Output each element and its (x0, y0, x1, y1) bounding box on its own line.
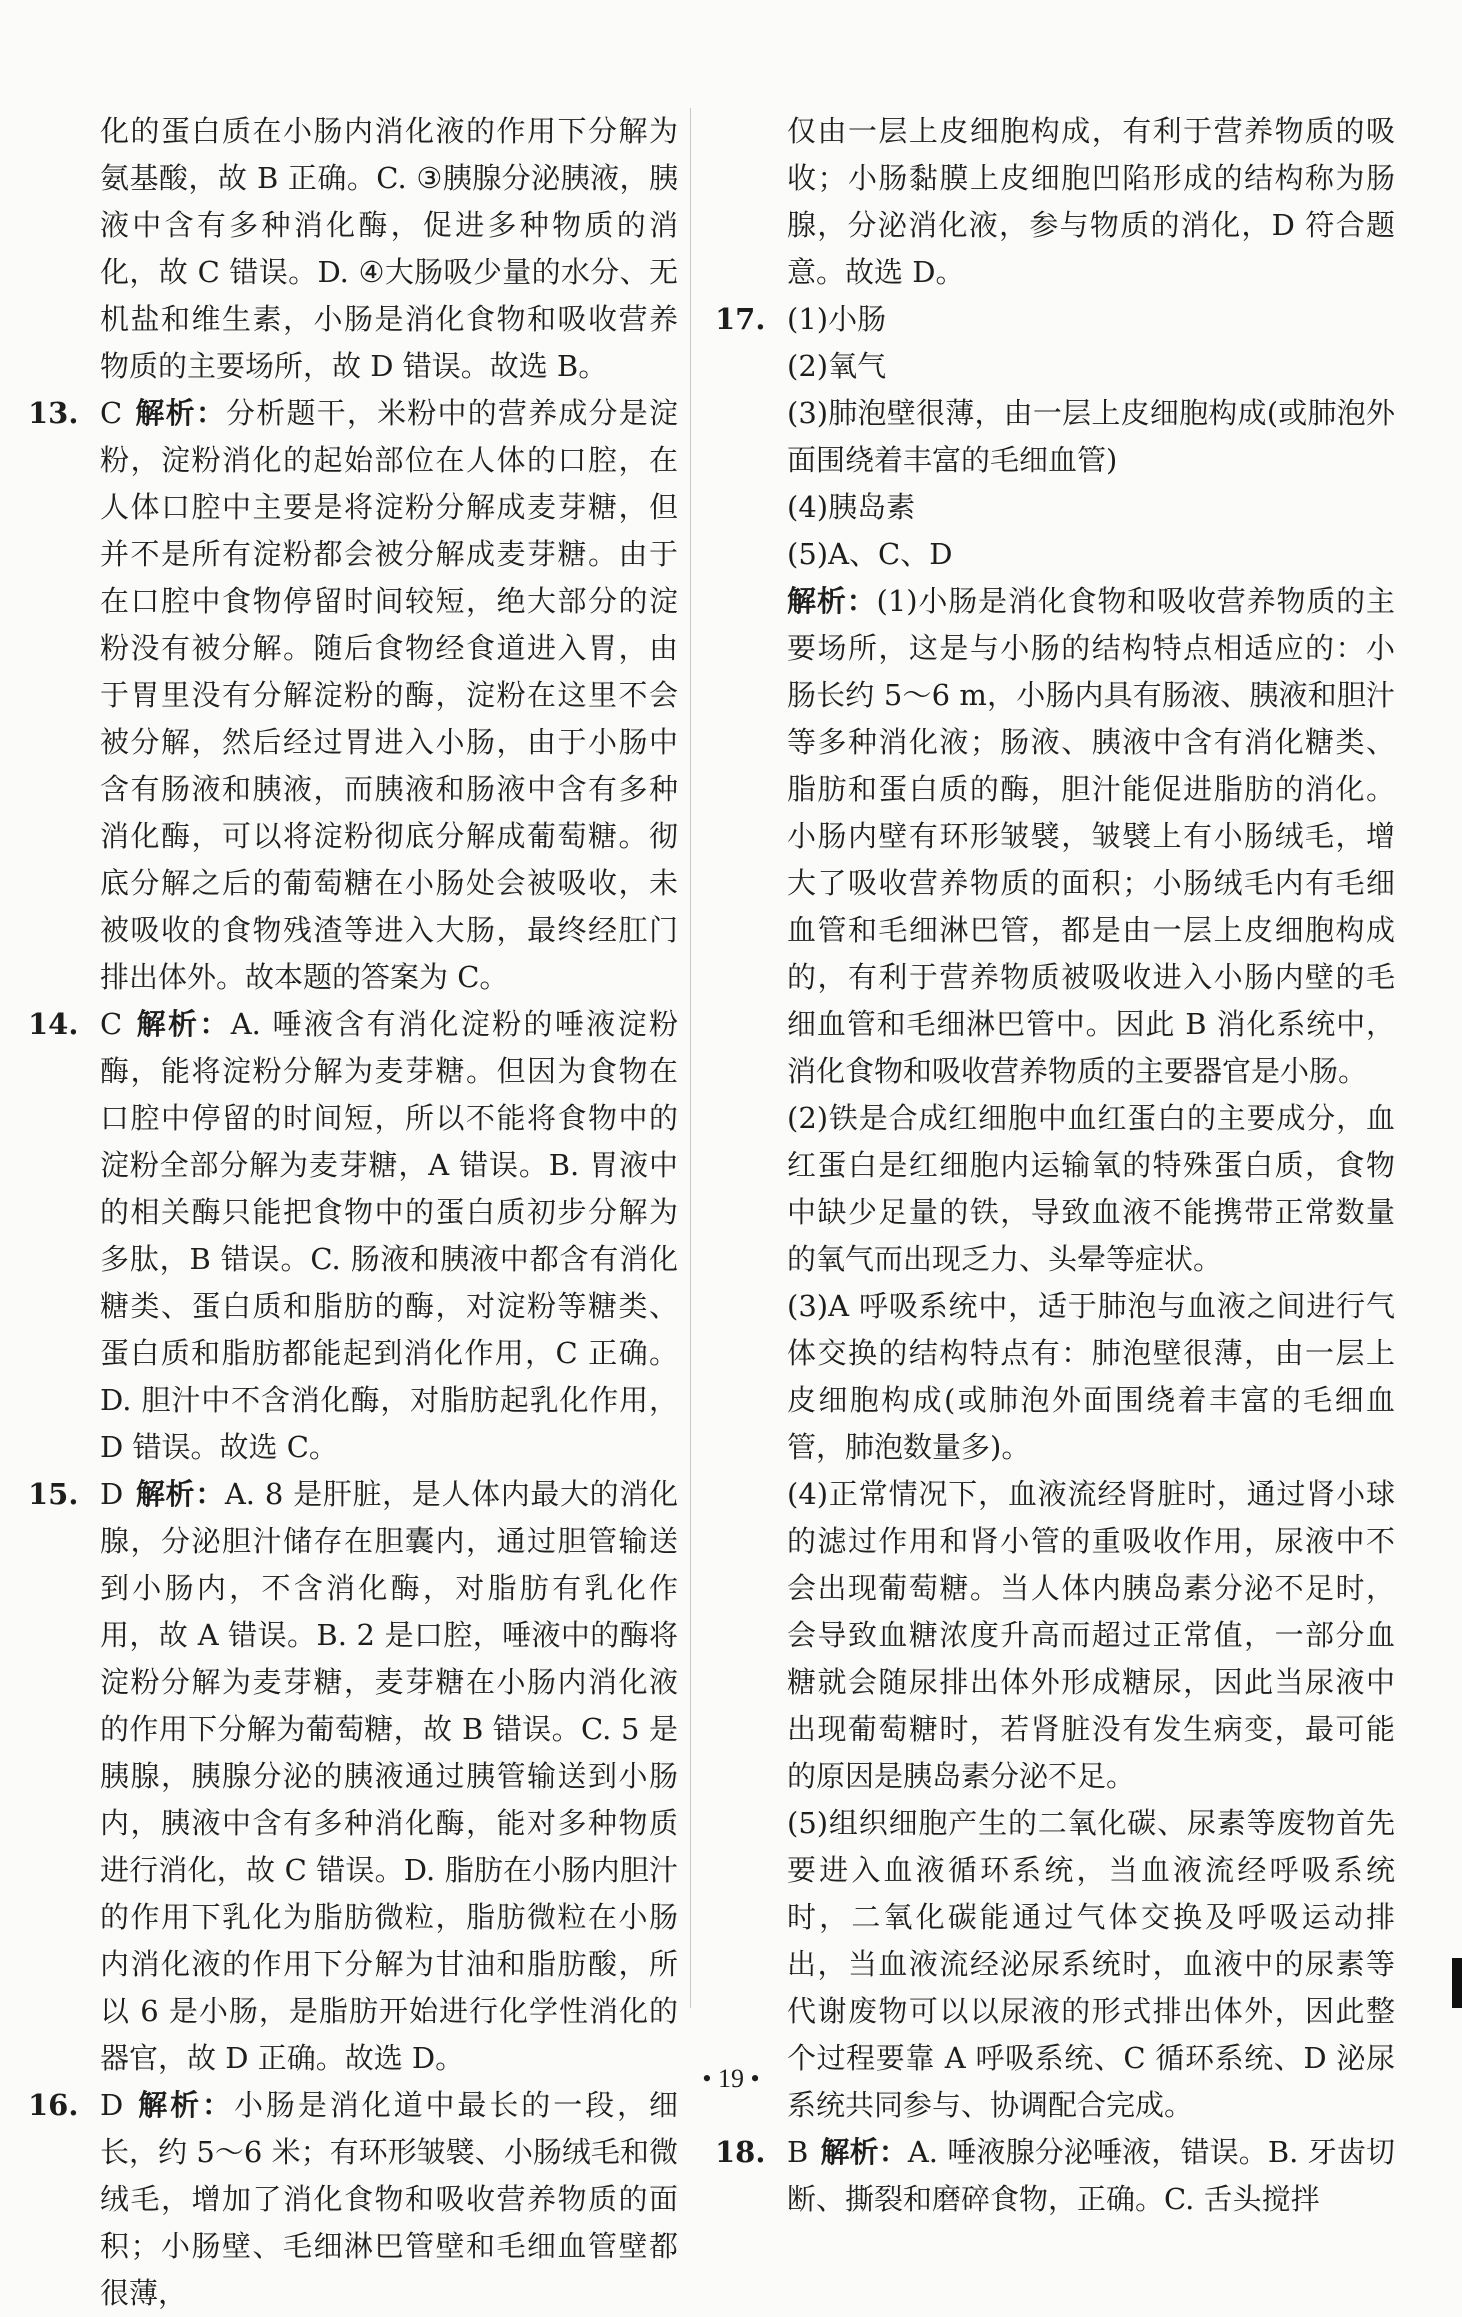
question-16 (28, 2082, 678, 2317)
analysis-text: 分析题干，米粉中的营养成分是淀粉，淀粉消化的起始部位在人体的口腔，在人体口腔中主要是将淀粉分解成麦芽糖，但并不是所有淀粉都会被分解成麦芽糖。由于在口腔中食物停留时间较短，绝大部分的淀粉没有被分解。随后食物经食道进入胃，由于胃里没有分解淀粉的酶，淀粉在这里不会被分解，然后经过胃进入小肠，由于小肠中含有肠液和胰液，而胰液和肠液中含有多种消化酶，可以将淀粉彻底分解成葡萄糖。彻底分解之后的葡萄糖在小肠处会被吸收，未被吸收的食物残渣等进入大肠，最终经肛门排出体外。故本题的答案为 C。 (100, 396, 678, 994)
answer: D (100, 1477, 124, 1511)
analysis-text: A. 8 是肝脏，是人体内最大的消化腺，分泌胆汁储存在胆囊内，通过胆管输送到小肠内，不含消化酶，对脂肪有乳化作用，故 A 错误。B. 2 是口腔，唾液中的酶将淀粉分解为麦芽糖，麦芽糖在小肠内消化液的作用下分解为葡萄糖，故 B 错误。C. 5 是胰腺，胰腺分泌的胰液通过胰管输送到小肠内，胰液中含有多种消化酶，能对多种物质进行消化，故 C 错误。D. 脂肪在小肠内胆汁的作用下乳化为脂肪微粒，脂肪微粒在小肠内消化液的作用下分解为甘油和脂肪酸，所以 6 是小肠，是脂肪开始进行化学性消化的器官，故 D 正确。故选 D。 (100, 1477, 678, 2075)
column-divider (690, 108, 691, 2008)
q16-continuation: 仅由一层上皮细胞构成，有利于营养物质的吸收；小肠黏膜上皮细胞凹陷形成的结构称为肠腺，分泌消化液，参与物质的消化，D 符合题意。故选 D。 (787, 114, 1395, 289)
question-number: 18. (715, 2135, 766, 2169)
analysis-text: 小肠是消化道中最长的一段，细长，约 5～6 米；有环形皱襞、小肠绒毛和微绒毛，增加了消化食物和吸收营养物质的面积；小肠壁、毛细淋巴管壁和毛细血管壁都很薄， (100, 2088, 678, 2310)
analysis-5: (5)组织细胞产生的二氧化碳、尿素等废物首先要进入血液循环系统，当血液流经呼吸系统时，二氧化碳能通过气体交换及呼吸运动排出，当血液流经泌尿系统时，血液中的尿素等代谢废物可以以尿液的形式排出体外，因此整个过程要靠 A 呼吸系统、C 循环系统、D 泌尿系统共同参与、协调配合完成。 (787, 1806, 1395, 2122)
analysis-label: 解析： (787, 584, 877, 618)
question-number: 15. (28, 1477, 79, 1511)
answer-2: (2)氧气 (787, 349, 887, 383)
analysis-text: A. 唾液腺分泌唾液，错误。B. 牙齿切断、撕裂和磨碎食物，正确。C. 舌头搅拌 (787, 2135, 1395, 2216)
answer-1: (1)小肠 (787, 302, 887, 336)
analysis-4: (4)正常情况下，血液流经肾脏时，通过肾小球的滤过作用和肾小管的重吸收作用，尿液中不会出现葡萄糖。当人体内胰岛素分泌不足时，会导致血糖浓度升高而超过正常值，一部分血糖就会随尿排出体外形成糖尿，因此当尿液中出现葡萄糖时，若肾脏没有发生病变，最可能的原因是胰岛素分泌不足。 (787, 1477, 1395, 1793)
edge-mark (1452, 1958, 1462, 2008)
question-number: 17. (715, 302, 766, 336)
analysis-text: A. 唾液含有消化淀粉的唾液淀粉酶，能将淀粉分解为麦芽糖。但因为食物在口腔中停留的时间短，所以不能将食物中的淀粉全部分解为麦芽糖，A 错误。B. 胃液中的相关酶只能把食物中的蛋白质初步分解为多肽，B 错误。C. 肠液和胰液中都含有消化糖类、蛋白质和脂肪的酶，对淀粉等糖类、蛋白质和脂肪都能起到消化作用，C 正确。D. 胆汁中不含消化酶，对脂肪起乳化作用，D 错误。故选 C。 (100, 1007, 678, 1464)
analysis-label: 解析： (135, 2088, 234, 2122)
left-column (28, 108, 678, 2317)
analysis-2: (2)铁是合成红细胞中血红蛋白的主要成分，血红蛋白是红细胞内运输氧的特殊蛋白质，食物中缺少足量的铁，导致血液不能携带正常数量的氧气而出现乏力、头晕等症状。 (787, 1101, 1395, 1276)
answer-4: (4)胰岛素 (787, 490, 916, 524)
question-17 (715, 296, 1395, 2129)
answer: C (100, 1007, 123, 1041)
question-15 (28, 1471, 678, 2082)
answer: C (100, 396, 123, 430)
analysis-3: (3)A 呼吸系统中，适于肺泡与血液之间进行气体交换的结构特点有：肺泡壁很薄，由一层上皮细胞构成(或肺泡外面围绕着丰富的毛细血管，肺泡数量多)。 (787, 1289, 1395, 1464)
analysis-1 (787, 578, 1395, 1095)
analysis-text: (1)小肠是消化食物和吸收营养物质的主要场所，这是与小肠的结构特点相适应的：小肠长约 5～6 m，小肠内具有肠液、胰液和胆汁等多种消化液；肠液、胰液中含有消化糖类、脂肪和蛋白质的酶，胆汁能促进脂肪的消化。小肠内壁有环形皱襞，皱襞上有小肠绒毛，增大了吸收营养物质的面积；小肠绒毛内有毛细血管和毛细淋巴管，都是由一层上皮细胞构成的，有利于营养物质被吸收进入小肠内壁的毛细血管和毛细淋巴管中。因此 B 消化系统中，消化食物和吸收营养物质的主要器官是小肠。 (787, 584, 1395, 1088)
analysis-label: 解析： (134, 396, 227, 430)
answer-3: (3)肺泡壁很薄，由一层上皮细胞构成(或肺泡外面围绕着丰富的毛细血管) (787, 396, 1395, 477)
question-14 (28, 1001, 678, 1471)
answer: B (787, 2135, 809, 2169)
analysis-label: 解析： (820, 2135, 908, 2169)
question-number: 13. (28, 396, 79, 430)
analysis-label: 解析： (135, 1477, 225, 1511)
page-number: • 19 • (702, 2064, 760, 2093)
question-18 (715, 2129, 1395, 2223)
right-column (715, 108, 1395, 2223)
question-13 (28, 390, 678, 1001)
q12-continuation: 化的蛋白质在小肠内消化液的作用下分解为氨基酸，故 B 正确。C. ③胰腺分泌胰液，胰液中含有多种消化酶，促进多种物质的消化，故 C 错误。D. ④大肠吸少量的水分、无机盐和维生素，小肠是消化食物和吸收营养物质的主要场所，故 D 错误。故选 B。 (100, 114, 678, 383)
question-number: 16. (28, 2088, 79, 2122)
analysis-label: 解析： (134, 1007, 231, 1041)
question-number: 14. (28, 1007, 79, 1041)
answer-5: (5)A、C、D (787, 537, 953, 571)
answer: D (100, 2088, 124, 2122)
